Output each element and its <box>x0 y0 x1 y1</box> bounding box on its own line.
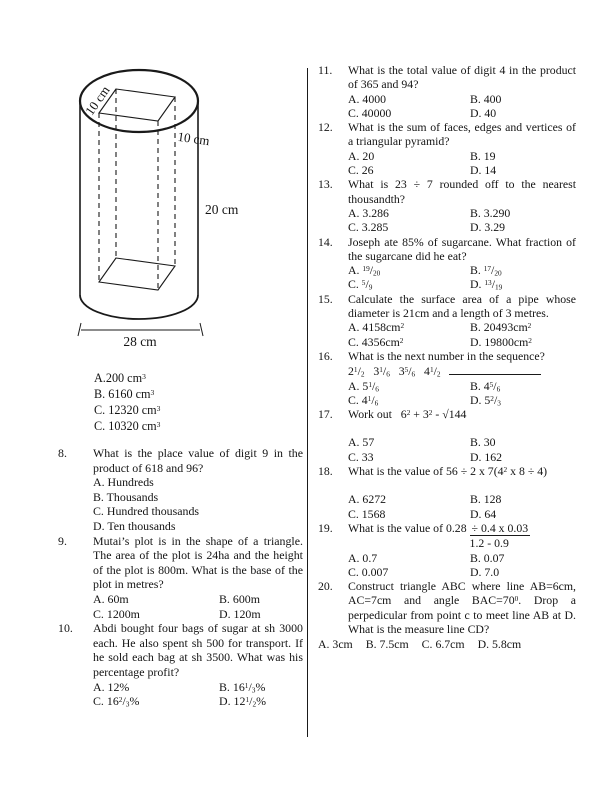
question-text: What is the place value of digit 9 in the product of 618 and 96? <box>93 446 303 475</box>
answer-choice-3: C. 10320 $cm^3$ <box>94 419 161 433</box>
question-body <box>348 63 576 120</box>
option-D: D. 7.0 <box>469 564 500 579</box>
answer-choice-2: C. 12320 $cm^3$ <box>94 403 161 417</box>
option-A: A. 57 <box>348 435 375 450</box>
question-text: Mutai’s plot is in the shape of a triangle. The area of the plot is 24ha and the height of the plot is 800m. What is the base of the plot in metres? <box>93 533 303 592</box>
question-head <box>318 349 576 407</box>
option-A: A. 12% <box>93 679 130 694</box>
inline-fraction: $\frac{\div 0.4 x 0.03}{1.2 - 0.9}$ <box>469 520 529 551</box>
question-head <box>318 120 576 177</box>
option-B: B. 400 <box>469 91 502 106</box>
question-10 <box>58 621 303 709</box>
question-head <box>318 407 576 464</box>
question-text: What is the next number in the sequence? <box>348 348 545 363</box>
question-number: 18. <box>318 464 333 479</box>
option-C: C. 6.7cm <box>421 637 465 652</box>
question-number: 11. <box>318 63 333 77</box>
option-C: C. 40000 <box>348 105 392 120</box>
option-B: B. 30 <box>469 435 496 450</box>
answer-choice-0: A.200 $cm^3$ <box>94 371 146 385</box>
answer-choice-list <box>94 370 303 434</box>
option-B: B. 7.5cm <box>365 637 409 652</box>
option-C: C. $16^2/_3\%$ <box>93 694 140 709</box>
cylinder-figure <box>50 62 308 362</box>
right-questions <box>318 63 576 652</box>
question-body <box>348 521 576 579</box>
question-head <box>318 177 576 234</box>
question-number: 20. <box>318 579 333 594</box>
options <box>93 680 303 709</box>
question-head <box>318 235 576 292</box>
question-text: What is the total value of digit 4 in the product of 365 and 94? <box>348 63 576 92</box>
option-B: B. 128 <box>469 492 502 507</box>
left-column <box>58 62 303 709</box>
question-17 <box>318 407 576 464</box>
option-C: C. $4^1/_6$ <box>348 392 379 408</box>
option-C: C. 1568 <box>348 506 386 521</box>
option-B: B. $^{17}/_{20}$ <box>469 263 502 278</box>
option-D: D. 64 <box>469 506 497 521</box>
question-body <box>93 621 303 709</box>
question-text: Joseph ate 85% of sugarcane. What fraction of the sugarcane did he eat? <box>348 234 576 263</box>
left-questions <box>58 446 303 709</box>
question-body <box>93 534 303 622</box>
options <box>348 92 576 121</box>
question-head <box>58 621 303 709</box>
question-number: 16. <box>318 348 333 363</box>
option-A: A. Hundreds <box>93 475 154 490</box>
option-B: B. $4^5/_6$ <box>469 378 501 393</box>
options <box>348 206 576 235</box>
question-text: What is the sum of faces, edges and vertices of a triangular pyramid? <box>348 120 576 149</box>
top-width-label: 10 cm <box>176 128 211 149</box>
question-15 <box>318 292 576 349</box>
question-body <box>348 464 576 521</box>
question-text: Abdi bought four bags of sugar at sh 3000 each. He also spent sh 500 for transport. If he sold each bag at sh 3500. What was his percentage profit? <box>93 621 303 679</box>
options <box>348 551 576 580</box>
question-body <box>348 120 576 177</box>
question-body <box>348 407 576 464</box>
cylinder-bottom-arc <box>80 295 198 319</box>
option-D: D. $12^1/_2\%$ <box>219 694 267 709</box>
sequence-line: $2^1/_2$ $3^1/_6$ $3^5/_6$ $4^1/_2$ <box>348 363 576 378</box>
options <box>348 320 576 349</box>
question-number: 12. <box>318 120 333 135</box>
question-number: 19. <box>318 520 333 535</box>
option-C: C. $^5/_9$ <box>348 277 373 292</box>
question-number: 17. <box>318 407 333 422</box>
option-B: B. Thousands <box>93 489 159 504</box>
options <box>93 475 303 533</box>
option-C: C. $4356cm^2$ <box>348 334 404 349</box>
question-9 <box>58 534 303 622</box>
question-number: 13. <box>318 177 333 192</box>
height-label: 20 cm <box>205 202 239 217</box>
question-number: 9. <box>58 533 67 548</box>
side-depth-label: 10 cm <box>81 82 113 118</box>
question-number: 10. <box>58 621 73 636</box>
base-diameter-label: 28 cm <box>123 334 157 349</box>
option-D: D. 40 <box>469 105 497 120</box>
option-C: C. 0.007 <box>348 564 389 579</box>
question-number: 15. <box>318 291 333 306</box>
question-13 <box>318 177 576 234</box>
answer-choice-1: B. 6160 $cm^3$ <box>94 387 155 401</box>
options <box>348 435 576 464</box>
answer-blank <box>449 363 541 375</box>
option-D: D. 162 <box>469 449 503 464</box>
option-B: B. $16^1/_3\%$ <box>219 679 266 694</box>
question-head <box>318 292 576 349</box>
option-C: C. 26 <box>348 163 374 178</box>
option-C: C. 1200m <box>93 606 140 621</box>
option-D: D. 120m <box>219 606 261 621</box>
option-A: A. 3cm <box>318 637 353 652</box>
option-A: A. 60m <box>93 591 129 606</box>
question-text: What is 23 ÷ 7 rounded off to the nearest thousandth? <box>348 177 576 206</box>
option-A: A. 6272 <box>348 492 387 507</box>
question-text: What is the value of 56 ÷ 2 x $7(4^2$ x 8 ÷ 4) <box>348 464 548 479</box>
option-B: B. 600m <box>219 591 260 606</box>
question-14 <box>318 235 576 292</box>
option-D: D. $19800cm^2$ <box>469 334 532 349</box>
option-C: C. 33 <box>348 449 374 464</box>
option-B: B. 3.290 <box>469 205 511 220</box>
question-text: Calculate the surface area of a pipe whose diameter is 21cm and a length of 3 metres. <box>348 291 576 321</box>
question-12 <box>318 120 576 177</box>
question-number: 8. <box>58 446 67 460</box>
question-body <box>348 579 576 636</box>
question-head <box>318 521 576 579</box>
option-C: C. 3.285 <box>348 220 389 235</box>
option-D: D. 5.8cm <box>477 637 522 652</box>
option-A: A. 4000 <box>348 91 387 106</box>
question-head <box>58 446 303 534</box>
question-head <box>58 534 303 622</box>
option-D: D. 3.29 <box>469 220 506 235</box>
options <box>348 379 576 408</box>
option-A: A. 3.286 <box>348 205 389 220</box>
prism-dashed-edges <box>99 89 175 290</box>
options <box>93 592 303 621</box>
right-column <box>318 63 576 652</box>
question-head <box>318 579 576 636</box>
question-8 <box>58 446 303 534</box>
question-text: Work out $6^2 + 3^2 - √144$ <box>348 407 467 422</box>
question-text: Construct triangle ABC where line AB=6cm, AC=7cm and angle $BAC=70^0$. Drop a perpedicular from point c to meet line AB at D. What is the measure line CD? <box>348 579 576 636</box>
question-16 <box>318 349 576 407</box>
option-D: D. 14 <box>469 163 497 178</box>
option-B: B. 19 <box>469 148 496 163</box>
options <box>348 263 576 292</box>
prism-bottom-face <box>99 258 175 290</box>
question-20 <box>318 579 576 651</box>
option-C: C. Hundred thousands <box>93 504 200 519</box>
question-body <box>348 177 576 234</box>
question-18 <box>318 464 576 521</box>
question-body <box>348 292 576 349</box>
question-number: 14. <box>318 234 333 249</box>
option-D: D. $5^2/_3$ <box>469 392 501 408</box>
question-body <box>93 446 303 534</box>
option-A: A. 0.7 <box>348 550 378 565</box>
option-A: A. 20 <box>348 148 375 163</box>
options <box>348 149 576 178</box>
option-B: B. 0.07 <box>469 550 505 565</box>
question-head <box>318 63 576 120</box>
question-11 <box>318 63 576 120</box>
question-head <box>318 464 576 521</box>
options <box>348 492 576 521</box>
question-body <box>348 235 576 292</box>
option-A: A. $5^1/_6$ <box>348 378 379 393</box>
option-B: B. $20493cm^2$ <box>469 320 532 335</box>
option-D: D. Ten thousands <box>93 518 176 533</box>
option-A: A. $^{19}/_{20}$ <box>348 263 381 278</box>
options-row <box>318 637 576 651</box>
question-19 <box>318 521 576 579</box>
question-body <box>348 349 576 407</box>
option-D: D. $^{13}/_{19}$ <box>469 277 503 292</box>
question-text: What is the value of 0.28 $\frac{\div 0.4 x 0.03}{1.2 - 0.9}$ <box>348 520 529 551</box>
option-A: A. $4158cm^2$ <box>348 320 405 335</box>
